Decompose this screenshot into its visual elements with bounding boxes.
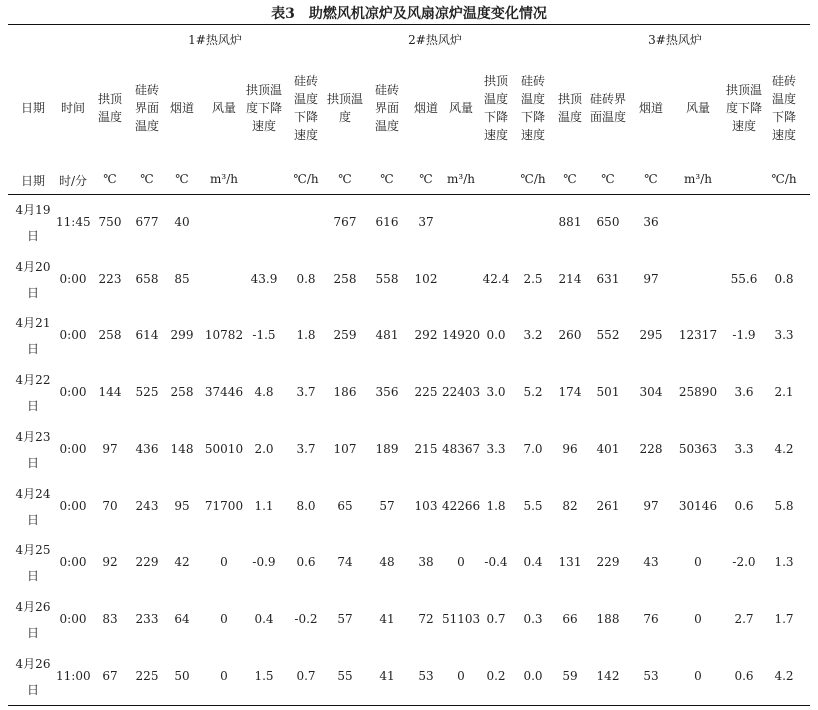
table-cell: 10782 bbox=[204, 328, 244, 343]
table-cell: 189 bbox=[375, 441, 399, 456]
column-header-line: 温度 bbox=[771, 92, 796, 106]
table-cell: 0.0 bbox=[486, 328, 506, 343]
table-cell: 3.0 bbox=[486, 385, 506, 400]
column-header-line: 度 bbox=[338, 110, 351, 124]
table-cell: 37446 bbox=[204, 385, 244, 400]
table-cell: 97 bbox=[643, 271, 659, 286]
column-header-line: 硅砖 bbox=[771, 74, 796, 88]
table-cell: 48 bbox=[379, 555, 395, 570]
column-header-line: 硅砖 bbox=[374, 83, 399, 97]
row-time: 0:00 bbox=[59, 328, 87, 343]
row-date bbox=[13, 367, 53, 419]
table-cell: 42 bbox=[174, 555, 190, 570]
row-time: 11:00 bbox=[56, 668, 91, 683]
row-date-line: 4月23 bbox=[15, 429, 51, 444]
table-cell: 64 bbox=[174, 611, 190, 626]
table-cell: 2.7 bbox=[734, 611, 754, 626]
row-date-line: 日 bbox=[26, 512, 39, 527]
table-row bbox=[0, 256, 818, 313]
column-header-c2 bbox=[128, 81, 166, 135]
table-cell: 558 bbox=[375, 271, 399, 286]
table-cell: -1.5 bbox=[252, 328, 276, 343]
column-header-date bbox=[13, 99, 53, 117]
column-header-time bbox=[56, 99, 90, 117]
table-cell: 0.2 bbox=[486, 668, 506, 683]
table-cell: 233 bbox=[135, 611, 159, 626]
table-cell: 258 bbox=[98, 328, 122, 343]
table-cell: 3.6 bbox=[734, 385, 754, 400]
table-cell: 1.3 bbox=[774, 555, 794, 570]
table-cell: 97 bbox=[102, 441, 118, 456]
column-header-line: 温度 bbox=[293, 92, 318, 106]
table-cell: -1.9 bbox=[732, 328, 756, 343]
table-row bbox=[0, 426, 818, 483]
table-cell: 97 bbox=[643, 498, 659, 513]
column-header-line: 下降 bbox=[293, 110, 318, 124]
table-cell: 259 bbox=[333, 328, 357, 343]
table-cell: 43 bbox=[643, 555, 659, 570]
table-cell: 2.0 bbox=[254, 441, 274, 456]
column-header-line: 烟道 bbox=[638, 101, 663, 115]
column-header-line: 拱顶温 bbox=[725, 83, 762, 97]
row-date-line: 4月19 bbox=[15, 203, 51, 217]
table-cell: 83 bbox=[102, 611, 118, 626]
column-header-line: 下降 bbox=[771, 110, 796, 124]
table-cell: 72 bbox=[418, 611, 434, 626]
table-cell: 174 bbox=[558, 385, 582, 400]
table-cell: 2.1 bbox=[774, 385, 794, 400]
table-cell: 82 bbox=[562, 498, 578, 513]
unit-label: ℃/h bbox=[293, 172, 319, 186]
table-cell: 53 bbox=[643, 668, 659, 683]
table-cell: 36 bbox=[643, 215, 659, 229]
table-cell: 85 bbox=[174, 271, 190, 286]
column-header-c6 bbox=[288, 72, 324, 144]
row-time: 0:00 bbox=[59, 498, 87, 513]
table-cell: -0.4 bbox=[484, 555, 508, 570]
table-cell: 1.7 bbox=[774, 611, 794, 626]
row-date bbox=[13, 651, 53, 703]
column-header-c7 bbox=[325, 90, 365, 126]
table-cell: 0.0 bbox=[523, 668, 543, 683]
unit-label: ℃/h bbox=[771, 172, 797, 186]
table-cell: 0.7 bbox=[296, 668, 316, 683]
table-cell: 142 bbox=[596, 668, 620, 683]
table-cell: 631 bbox=[596, 271, 620, 286]
table-cell: 223 bbox=[98, 271, 122, 286]
column-header-line: 拱顶 bbox=[483, 74, 508, 88]
column-header-line: 界面 bbox=[374, 101, 399, 115]
table-cell: 3.3 bbox=[734, 441, 754, 456]
table-cell: 57 bbox=[379, 498, 395, 513]
row-time: 0:00 bbox=[59, 441, 87, 456]
table-cell: 0.4 bbox=[254, 611, 274, 626]
column-header-line: 风量 bbox=[685, 101, 710, 115]
row-date bbox=[13, 197, 53, 249]
top-rule bbox=[8, 24, 810, 25]
table-cell: 1.8 bbox=[296, 328, 316, 343]
row-date-line: 4月20 bbox=[15, 259, 51, 274]
column-header-c9 bbox=[409, 99, 443, 117]
table-cell: 38 bbox=[418, 555, 434, 570]
column-header-c1 bbox=[92, 90, 128, 126]
table-cell: 881 bbox=[558, 215, 582, 229]
unit-label: ℃ bbox=[563, 172, 577, 186]
table-cell: 41 bbox=[379, 668, 395, 683]
table-cell: 95 bbox=[174, 498, 190, 513]
table-cell: 1.1 bbox=[254, 498, 274, 513]
column-header-line: 烟道 bbox=[169, 101, 194, 115]
column-header-line: 拱顶温 bbox=[245, 83, 282, 97]
table-caption: 表3 助燃风机凉炉及风扇凉炉温度变化情况 bbox=[271, 6, 547, 22]
table-cell: 258 bbox=[170, 385, 194, 400]
table-cell: 0.8 bbox=[774, 271, 794, 286]
unit-label: m³/h bbox=[210, 172, 238, 186]
unit-label: ℃ bbox=[140, 172, 154, 186]
column-header-line: 拱顶温 bbox=[326, 92, 363, 106]
row-date-line: 日 bbox=[26, 569, 39, 584]
column-header-c16 bbox=[675, 99, 721, 117]
table-row bbox=[0, 596, 818, 653]
table-cell: 616 bbox=[375, 215, 399, 229]
table-cell: -2.0 bbox=[732, 555, 756, 570]
column-header-line: 硅砖 bbox=[520, 74, 545, 88]
column-header-line: 烟道 bbox=[413, 101, 438, 115]
table-cell: 3.2 bbox=[523, 328, 543, 343]
table-cell: 0 bbox=[220, 611, 228, 626]
column-header-line: 温度 bbox=[483, 92, 508, 106]
table-cell: 74 bbox=[337, 555, 353, 570]
table-cell: 225 bbox=[414, 385, 438, 400]
table-cell: 0 bbox=[457, 555, 465, 570]
table-cell: 48367 bbox=[442, 441, 481, 456]
unit-label: ℃ bbox=[175, 172, 189, 186]
table-cell: 304 bbox=[639, 385, 663, 400]
table-cell: 3.3 bbox=[486, 441, 506, 456]
table-cell: 186 bbox=[333, 385, 357, 400]
column-header-line: 温度 bbox=[557, 110, 582, 124]
table-cell: 750 bbox=[98, 215, 122, 229]
table-cell: 57 bbox=[337, 611, 353, 626]
table-cell: 650 bbox=[596, 215, 620, 229]
column-header-c5 bbox=[243, 81, 285, 135]
row-date bbox=[13, 594, 53, 646]
table-cell: 5.8 bbox=[774, 498, 794, 513]
row-time: 11:45 bbox=[56, 215, 91, 229]
table-cell: 41 bbox=[379, 611, 395, 626]
table-cell: 677 bbox=[135, 215, 159, 229]
table-cell: 225 bbox=[135, 668, 159, 683]
column-header-line: 拱顶 bbox=[97, 92, 122, 106]
table-cell: 92 bbox=[102, 555, 118, 570]
table-cell: 229 bbox=[135, 555, 159, 570]
table-cell: 258 bbox=[333, 271, 357, 286]
table-cell: 51103 bbox=[442, 611, 481, 626]
table-cell: 0.7 bbox=[486, 611, 506, 626]
group-header-furnace-2: 2#热风炉 bbox=[408, 33, 462, 47]
table-cell: 1.8 bbox=[486, 498, 506, 513]
row-date bbox=[13, 254, 53, 306]
column-header-line: 速度 bbox=[483, 128, 508, 142]
table-cell: 0 bbox=[694, 668, 702, 683]
table-cell: 261 bbox=[596, 498, 620, 513]
column-header-line: 拱顶 bbox=[557, 92, 582, 106]
column-header-c4 bbox=[202, 99, 246, 117]
column-header-line: 温度 bbox=[97, 110, 122, 124]
column-header-line: 速度 bbox=[731, 119, 756, 133]
group-header-furnace-1: 1#热风炉 bbox=[188, 33, 242, 47]
table-cell: 260 bbox=[558, 328, 582, 343]
table-cell: 525 bbox=[135, 385, 159, 400]
table-cell: 30146 bbox=[678, 498, 718, 513]
table-cell: 5.2 bbox=[523, 385, 543, 400]
column-header-line: 面温度 bbox=[589, 110, 626, 124]
unit-label: 时/分 bbox=[58, 174, 88, 188]
table-cell: 356 bbox=[375, 385, 399, 400]
row-time: 0:00 bbox=[59, 611, 87, 626]
column-header-line: 温度 bbox=[134, 119, 159, 133]
table-cell: 3.7 bbox=[296, 385, 316, 400]
table-cell: 614 bbox=[135, 328, 159, 343]
table-cell: 22403 bbox=[442, 385, 481, 400]
table-cell: 481 bbox=[375, 328, 399, 343]
column-header-c14 bbox=[588, 90, 628, 126]
row-date bbox=[13, 310, 53, 362]
column-header-line: 下降 bbox=[483, 110, 508, 124]
table-cell: 0.3 bbox=[523, 611, 543, 626]
column-header-c3 bbox=[165, 99, 199, 117]
table-cell: 243 bbox=[135, 498, 159, 513]
table-cell: 0.6 bbox=[734, 498, 754, 513]
unit-label: ℃ bbox=[338, 172, 352, 186]
table-cell: 12317 bbox=[678, 328, 718, 343]
column-header-c15 bbox=[633, 99, 669, 117]
row-date-line: 日 bbox=[26, 399, 39, 414]
table-cell: 658 bbox=[135, 271, 159, 286]
unit-label: ℃/h bbox=[520, 172, 546, 186]
table-cell: 131 bbox=[558, 555, 582, 570]
table-cell: 96 bbox=[562, 441, 578, 456]
table-cell: 1.5 bbox=[254, 668, 274, 683]
table-cell: 2.5 bbox=[523, 271, 543, 286]
table-cell: 37 bbox=[418, 215, 434, 229]
table-cell: -0.9 bbox=[252, 555, 276, 570]
table-cell: 71700 bbox=[204, 498, 244, 513]
table-cell: 3.7 bbox=[296, 441, 316, 456]
table-cell: 4.8 bbox=[254, 385, 274, 400]
table-cell: 0.8 bbox=[296, 271, 316, 286]
row-date-line: 日 bbox=[26, 229, 39, 243]
table-cell: 4.2 bbox=[774, 441, 794, 456]
row-date-line: 日 bbox=[26, 682, 39, 697]
row-date bbox=[13, 424, 53, 476]
table-cell: 4.2 bbox=[774, 668, 794, 683]
table-cell: 66 bbox=[562, 611, 578, 626]
table-cell: 767 bbox=[333, 215, 357, 229]
table-cell: 501 bbox=[596, 385, 620, 400]
table-cell: 40 bbox=[174, 215, 190, 229]
table-row bbox=[0, 369, 818, 426]
row-date-line: 4月25 bbox=[15, 543, 51, 558]
row-date bbox=[13, 537, 53, 589]
table-cell: 214 bbox=[558, 271, 582, 286]
column-header-c10 bbox=[442, 99, 480, 117]
unit-label: m³/h bbox=[684, 172, 712, 186]
table-row bbox=[0, 653, 818, 710]
table-cell: 215 bbox=[414, 441, 438, 456]
table-row bbox=[0, 483, 818, 540]
table-cell: 5.5 bbox=[523, 498, 543, 513]
column-header-c12 bbox=[515, 72, 551, 144]
row-date-line: 4月26 bbox=[15, 599, 51, 614]
group-header-furnace-3: 3#热风炉 bbox=[648, 33, 702, 47]
column-header-c17 bbox=[722, 81, 766, 135]
unit-label: ℃ bbox=[601, 172, 615, 186]
table-cell: 65 bbox=[337, 498, 353, 513]
table-cell: 59 bbox=[562, 668, 578, 683]
column-header-line: 硅砖界 bbox=[589, 92, 626, 106]
table-cell: 436 bbox=[135, 441, 159, 456]
table-cell: 0.6 bbox=[734, 668, 754, 683]
table-cell: 148 bbox=[170, 441, 194, 456]
column-header-line: 速度 bbox=[520, 128, 545, 142]
table-cell: 43.9 bbox=[250, 271, 278, 286]
row-date-line: 4月22 bbox=[15, 373, 51, 388]
table-cell: 552 bbox=[596, 328, 620, 343]
table-cell: 7.0 bbox=[523, 441, 543, 456]
unit-label: ℃ bbox=[419, 172, 433, 186]
table-row bbox=[0, 199, 818, 256]
table-cell: 70 bbox=[102, 498, 118, 513]
table-cell: 102 bbox=[414, 271, 438, 286]
table-cell: -0.2 bbox=[294, 611, 318, 626]
table-cell: 107 bbox=[333, 441, 357, 456]
column-header-line: 时间 bbox=[60, 101, 85, 115]
table-cell: 50 bbox=[174, 668, 190, 683]
column-header-line: 日期 bbox=[20, 101, 45, 115]
header-bottom-rule bbox=[8, 194, 810, 195]
column-header-line: 度下降 bbox=[245, 101, 282, 115]
table-row bbox=[0, 539, 818, 596]
table-cell: 53 bbox=[418, 668, 434, 683]
row-date bbox=[13, 481, 53, 533]
column-header-line: 度下降 bbox=[725, 101, 762, 115]
table-cell: 0 bbox=[694, 555, 702, 570]
table-cell: 0.6 bbox=[296, 555, 316, 570]
row-time: 0:00 bbox=[59, 385, 87, 400]
table-cell: 229 bbox=[596, 555, 620, 570]
table-cell: 55.6 bbox=[730, 271, 758, 286]
column-header-c13 bbox=[552, 90, 588, 126]
table-cell: 50363 bbox=[678, 441, 718, 456]
table-cell: 0 bbox=[220, 668, 228, 683]
row-date-line: 日 bbox=[26, 455, 39, 470]
table-row bbox=[0, 312, 818, 369]
column-header-c11 bbox=[480, 72, 512, 144]
row-date-line: 日 bbox=[26, 625, 39, 640]
column-header-line: 界面 bbox=[134, 101, 159, 115]
table-cell: 42.4 bbox=[482, 271, 510, 286]
column-header-line: 硅砖 bbox=[293, 74, 318, 88]
column-header-line: 温度 bbox=[374, 119, 399, 133]
table-cell: 0 bbox=[694, 611, 702, 626]
unit-label: 日期 bbox=[20, 174, 45, 188]
table-cell: 0 bbox=[457, 668, 465, 683]
table-cell: 401 bbox=[596, 441, 620, 456]
table-cell: 295 bbox=[639, 328, 663, 343]
table-cell: 8.0 bbox=[296, 498, 316, 513]
table-cell: 228 bbox=[639, 441, 663, 456]
column-header-line: 速度 bbox=[771, 128, 796, 142]
column-header-line: 速度 bbox=[293, 128, 318, 142]
table-cell: 25890 bbox=[678, 385, 718, 400]
column-header-line: 温度 bbox=[520, 92, 545, 106]
row-time: 0:00 bbox=[59, 271, 87, 286]
unit-label: ℃ bbox=[380, 172, 394, 186]
table-cell: 50010 bbox=[204, 441, 244, 456]
table-cell: 76 bbox=[643, 611, 659, 626]
row-time: 0:00 bbox=[59, 555, 87, 570]
table-cell: 103 bbox=[414, 498, 438, 513]
table-cell: 292 bbox=[414, 328, 438, 343]
table-cell: 55 bbox=[337, 668, 353, 683]
unit-label: m³/h bbox=[447, 172, 475, 186]
row-date-line: 4月21 bbox=[15, 316, 51, 331]
column-header-line: 下降 bbox=[520, 110, 545, 124]
column-header-line: 硅砖 bbox=[134, 83, 159, 97]
table-cell: 299 bbox=[170, 328, 194, 343]
table-cell: 67 bbox=[102, 668, 118, 683]
unit-label: ℃ bbox=[103, 172, 117, 186]
column-header-line: 速度 bbox=[251, 119, 276, 133]
table-cell: 14920 bbox=[442, 328, 481, 343]
row-date-line: 日 bbox=[26, 342, 39, 357]
column-header-c18 bbox=[766, 72, 802, 144]
column-header-line: 风量 bbox=[211, 101, 236, 115]
table-cell: 144 bbox=[98, 385, 122, 400]
row-date-line: 4月26 bbox=[15, 656, 51, 671]
table-cell: 188 bbox=[596, 611, 620, 626]
row-date-line: 日 bbox=[26, 285, 39, 300]
table-cell: 0 bbox=[220, 555, 228, 570]
unit-label: ℃ bbox=[644, 172, 658, 186]
column-header-c8 bbox=[368, 81, 406, 135]
table-cell: 42266 bbox=[442, 498, 481, 513]
table-cell: 3.3 bbox=[774, 328, 794, 343]
column-header-line: 风量 bbox=[448, 101, 473, 115]
row-date-line: 4月24 bbox=[15, 486, 51, 501]
table-cell: 0.4 bbox=[523, 555, 543, 570]
